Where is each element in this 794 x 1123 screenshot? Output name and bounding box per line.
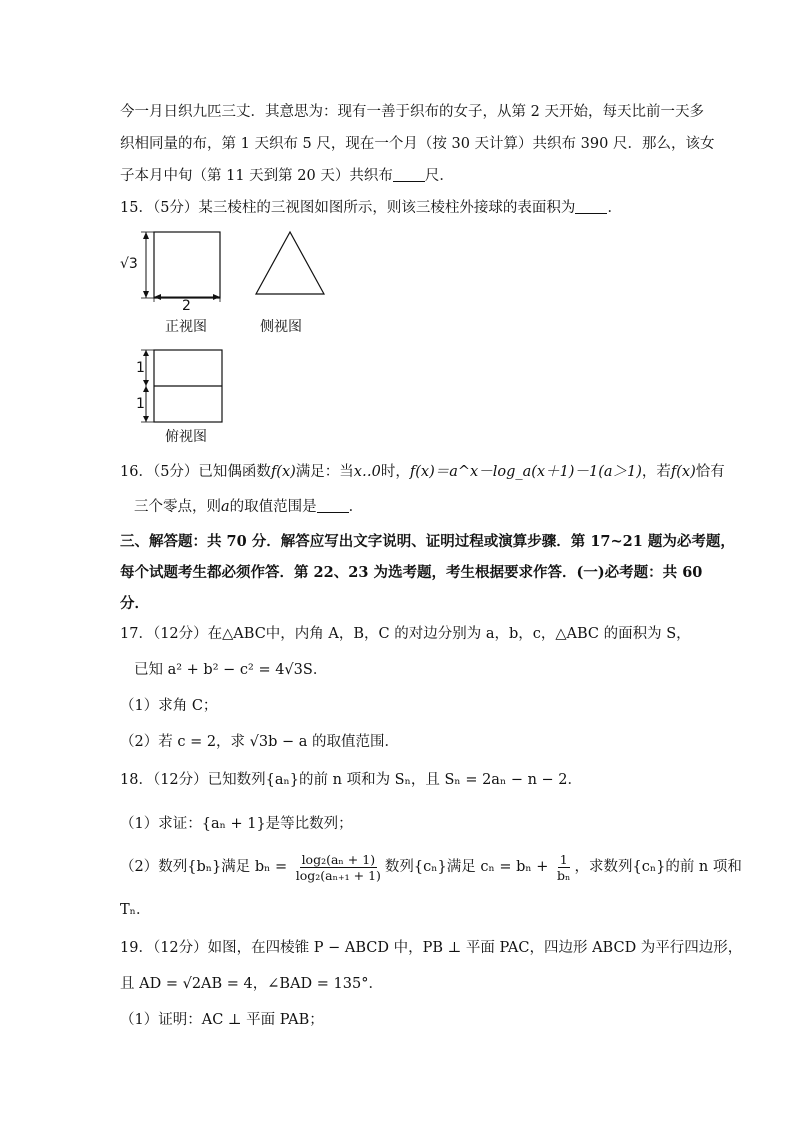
q19-part-1: （1）证明：AC ⊥ 平面 PAB； [120, 1012, 324, 1028]
three-view-drawing [110, 220, 350, 452]
q16-text: 满足：当 [295, 464, 354, 480]
fraction [294, 852, 383, 883]
q17-line-2: 已知 a² + b² − c² = 4√3S． [134, 662, 328, 678]
dim-top-2-label: 1 [136, 396, 145, 412]
q16-text: 的取值范围是 [229, 499, 317, 515]
denominator: log₂(aₙ₊₁ + 1) [295, 867, 381, 883]
q18-part-2-end: Tₙ． [120, 902, 151, 918]
intro-line-3-text: 子本月中旬（第 11 天到第 20 天）共织布 [120, 168, 393, 184]
q16-condition: x‥0 [353, 464, 381, 480]
q16-line-2 [134, 497, 694, 517]
q18-part-1: （1）求证：{aₙ + 1}是等比数列； [120, 816, 353, 832]
q15-stem: 15．（5分）某三棱柱的三视图如图所示，则该三棱柱外接球的表面积为 [120, 200, 576, 216]
intro-line-3 [120, 166, 680, 186]
dim-front-height-label: √3 [120, 256, 138, 272]
q17-part-2: （2）若 c = 2，求 √3b − a 的取值范围． [120, 734, 400, 750]
intro-line-1: 今一月日织九匹三丈．其意思为：现有一善于织布的女子，从第 2 天开始，每天比前一天多 [120, 104, 704, 120]
q16-text: 恰有 [695, 464, 725, 480]
q16-stem: 16．（5分）已知偶函数 [120, 464, 271, 480]
q15-end: ． [607, 200, 622, 216]
q16-fx: f(x) [270, 464, 296, 480]
q15-text [120, 198, 680, 218]
q16-text: 时， [380, 464, 410, 480]
section3-line-1: 三、解答题：共 70 分．解答应写出文字说明、证明过程或演算步骤．第 17~21 题为必考题， [120, 533, 735, 550]
q16-text: ． [348, 499, 364, 515]
q19-line-2: 且 AD = √2AB = 4，∠BAD = 135°． [120, 976, 383, 992]
q16-formula: f(x)＝a^x－log_a(x＋1)－1(a＞1) [409, 464, 642, 480]
side-view-label: 侧视图 [260, 319, 302, 335]
q16-var-a: a [221, 499, 230, 515]
numerator: log₂(aₙ + 1) [301, 851, 376, 867]
q16-line-1 [120, 462, 725, 482]
fraction [555, 852, 572, 883]
q19-line-1: 19．（12分）如图，在四棱锥 P − ABCD 中，PB ⊥ 平面 PAC，四边形 ABCD 为平行四边形， [120, 940, 743, 956]
q18-part-2-text: ，求数列{cₙ}的前 n 项和 [574, 859, 742, 875]
numerator: 1 [559, 851, 568, 867]
q16-fx: f(x) [670, 464, 696, 480]
three-view-figure [110, 220, 350, 452]
dim-front-width-label: 2 [182, 298, 191, 314]
q17-part-1: （1）求角 C； [120, 698, 218, 714]
top-view-label: 俯视图 [165, 429, 207, 445]
section3-line-3: 分． [120, 595, 149, 612]
answer-blank [575, 199, 607, 214]
q17-line-1: 17．（12分）在△ABC中，内角 A，B，C 的对边分别为 a，b，c，△ABC 的面积为 S， [120, 626, 691, 642]
q18-line-1: 18．（12分）已知数列{aₙ}的前 n 项和为 Sₙ，且 Sₙ = 2aₙ − n − 2． [120, 772, 583, 788]
answer-blank [393, 167, 425, 182]
denominator: bₙ [557, 867, 571, 883]
dim-top-1-label: 1 [136, 360, 145, 376]
q18-part-2-text: 数列{cₙ}满足 cₙ = bₙ + [384, 859, 549, 875]
front-view-rect [154, 232, 220, 298]
q18-part-2-text: （2）数列{bₙ}满足 bₙ = [120, 859, 288, 875]
side-view-triangle [256, 232, 324, 294]
q16-text: 三个零点，则 [134, 499, 221, 515]
q16-text: ，若 [641, 464, 671, 480]
front-view-label: 正视图 [165, 319, 207, 335]
intro-line-2: 织相同量的布，第 1 天织布 5 尺，现在一个月（按 30 天计算）共织布 390 尺．那么，该女 [120, 136, 715, 152]
section3-line-2: 每个试题考生都必须作答．第 22、23 为选考题，考生根据要求作答．(一)必考题：共 60 [120, 564, 703, 581]
intro-line-3-end: 尺． [424, 168, 454, 184]
q18-part-2 [120, 850, 742, 884]
answer-blank [317, 498, 349, 513]
